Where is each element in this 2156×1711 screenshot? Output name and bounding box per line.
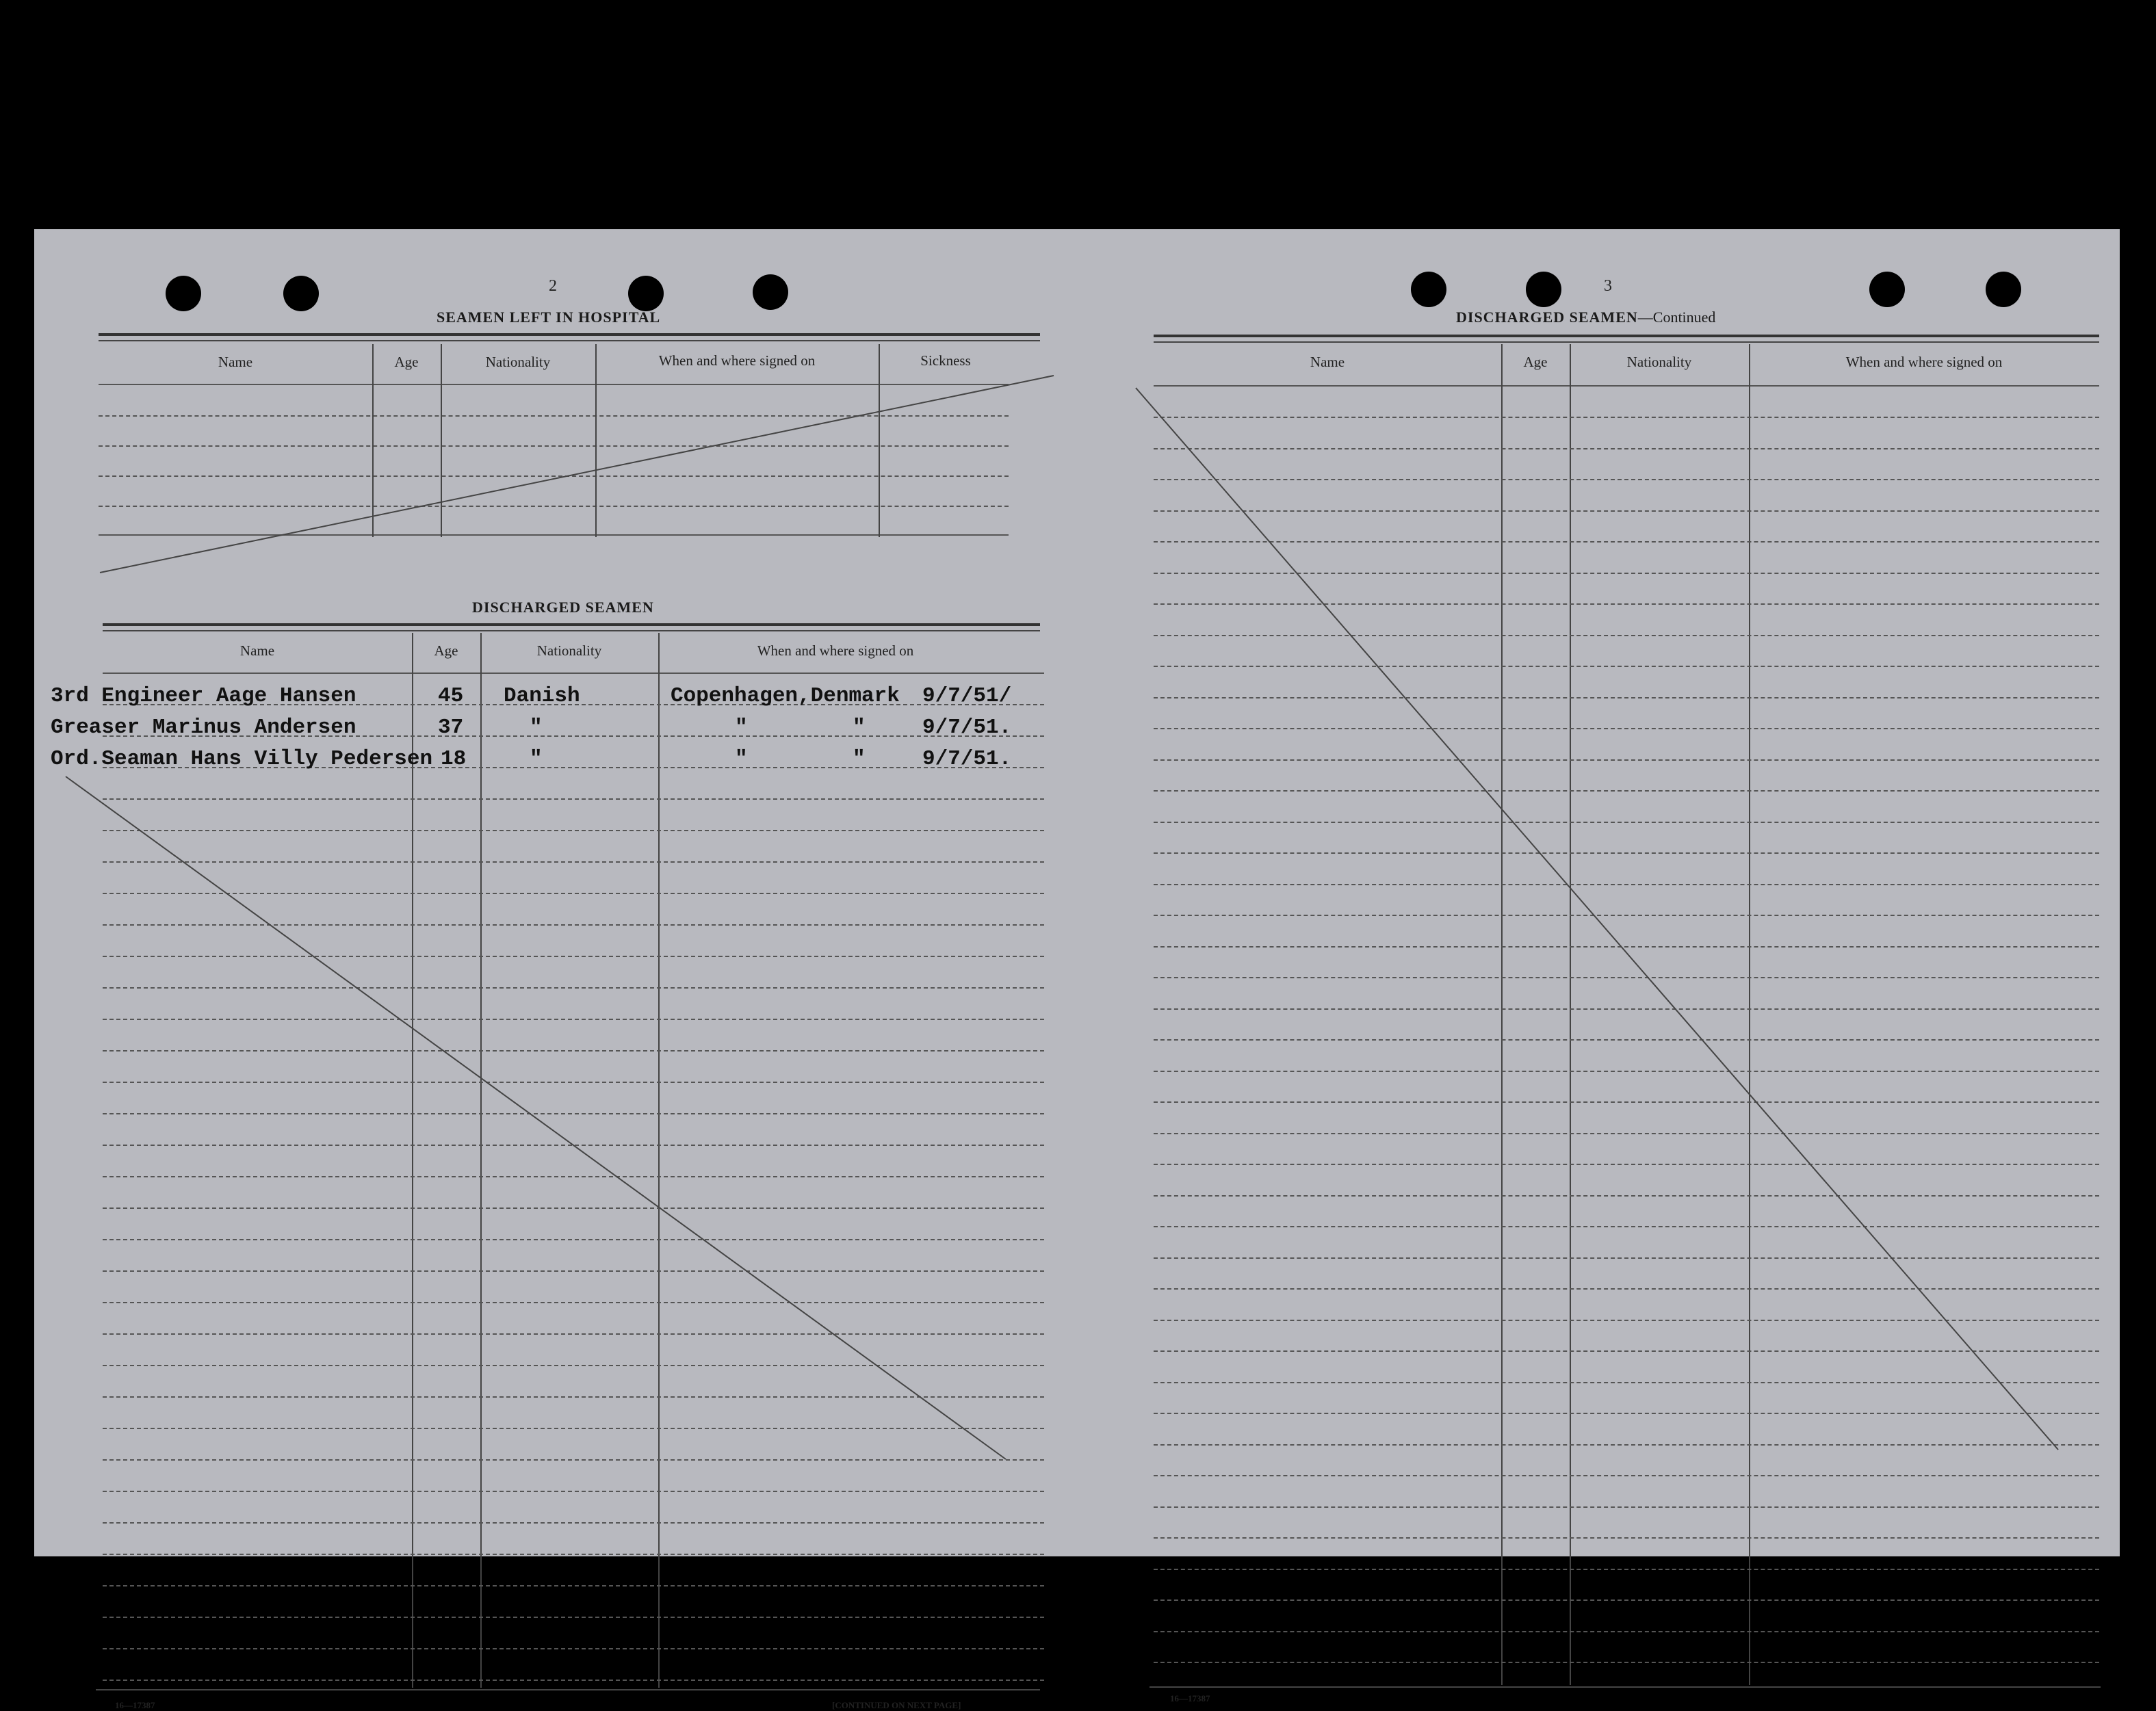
entry-nationality: " [530, 716, 543, 740]
col-head-name: Name [239, 642, 275, 659]
entry-name: Greaser Marinus Andersen [51, 716, 356, 740]
footer-rule [96, 1689, 1040, 1690]
col-head-sickness: Sickness [920, 352, 971, 369]
discharged-section-title: DISCHARGED SEAMEN [472, 599, 654, 616]
continued-note: [CONTINUED ON NEXT PAGE] [832, 1700, 961, 1710]
col-head-name: Name [218, 354, 253, 370]
col-head-signed-on: When and where signed on [757, 642, 914, 659]
col-head-nationality: Nationality [485, 354, 551, 370]
strike-line [66, 776, 1006, 1459]
table-rule [103, 1585, 1044, 1586]
table-rule [1154, 1662, 2099, 1663]
form-number-left: 16—17387 [115, 1700, 155, 1710]
col-head-nationality: Nationality [1626, 354, 1692, 370]
page-number-left: 2 [549, 277, 557, 295]
entry-place-ditto: " [853, 716, 866, 740]
document-sheet [34, 229, 2120, 1710]
col-head-age: Age [434, 642, 458, 659]
table-rule [1154, 1631, 2099, 1632]
title-suffix: —Continued [1637, 309, 1716, 326]
entry-nationality: Danish [504, 684, 580, 708]
table-rule [103, 1680, 1044, 1681]
title-text: DISCHARGED SEAMEN [1456, 309, 1638, 326]
col-head-age: Age [1523, 354, 1548, 370]
table-rule [103, 1617, 1044, 1618]
entry-place: Copenhagen,Denmark [671, 684, 900, 708]
footer-rule [1150, 1686, 2101, 1688]
col-head-nationality: Nationality [536, 642, 602, 659]
table-rule [103, 1648, 1044, 1649]
table-rule [1154, 1599, 2099, 1601]
entry-date: 9/7/51. [922, 716, 1012, 740]
entry-age: 37 [438, 716, 464, 740]
hospital-section-title: SEAMEN LEFT IN HOSPITAL [437, 309, 661, 326]
page-number-right: 3 [1604, 277, 1612, 295]
entry-place: " [735, 747, 748, 771]
table-rule [1154, 1569, 2099, 1570]
entry-age: 18 [441, 747, 467, 771]
entry-date: 9/7/51. [922, 747, 1012, 771]
entry-name: Ord.Seaman Hans Villy Pedersen [51, 747, 433, 771]
col-head-age: Age [394, 354, 419, 370]
col-head-name: Name [1310, 354, 1345, 370]
entry-place: " [735, 716, 748, 740]
entry-nationality: " [530, 747, 543, 771]
form-number-right: 16—17387 [1170, 1693, 1210, 1703]
col-head-signed-on: When and where signed on [658, 352, 816, 369]
entry-age: 45 [438, 684, 464, 708]
strike-line [100, 376, 1054, 573]
entry-date: 9/7/51/ [922, 684, 1012, 708]
entry-name: 3rd Engineer Aage Hansen [51, 684, 356, 708]
strike-lines [34, 229, 2120, 1556]
col-head-signed-on: When and where signed on [1845, 354, 2003, 370]
strike-line [1136, 388, 2058, 1450]
entry-place-ditto: " [853, 747, 866, 771]
